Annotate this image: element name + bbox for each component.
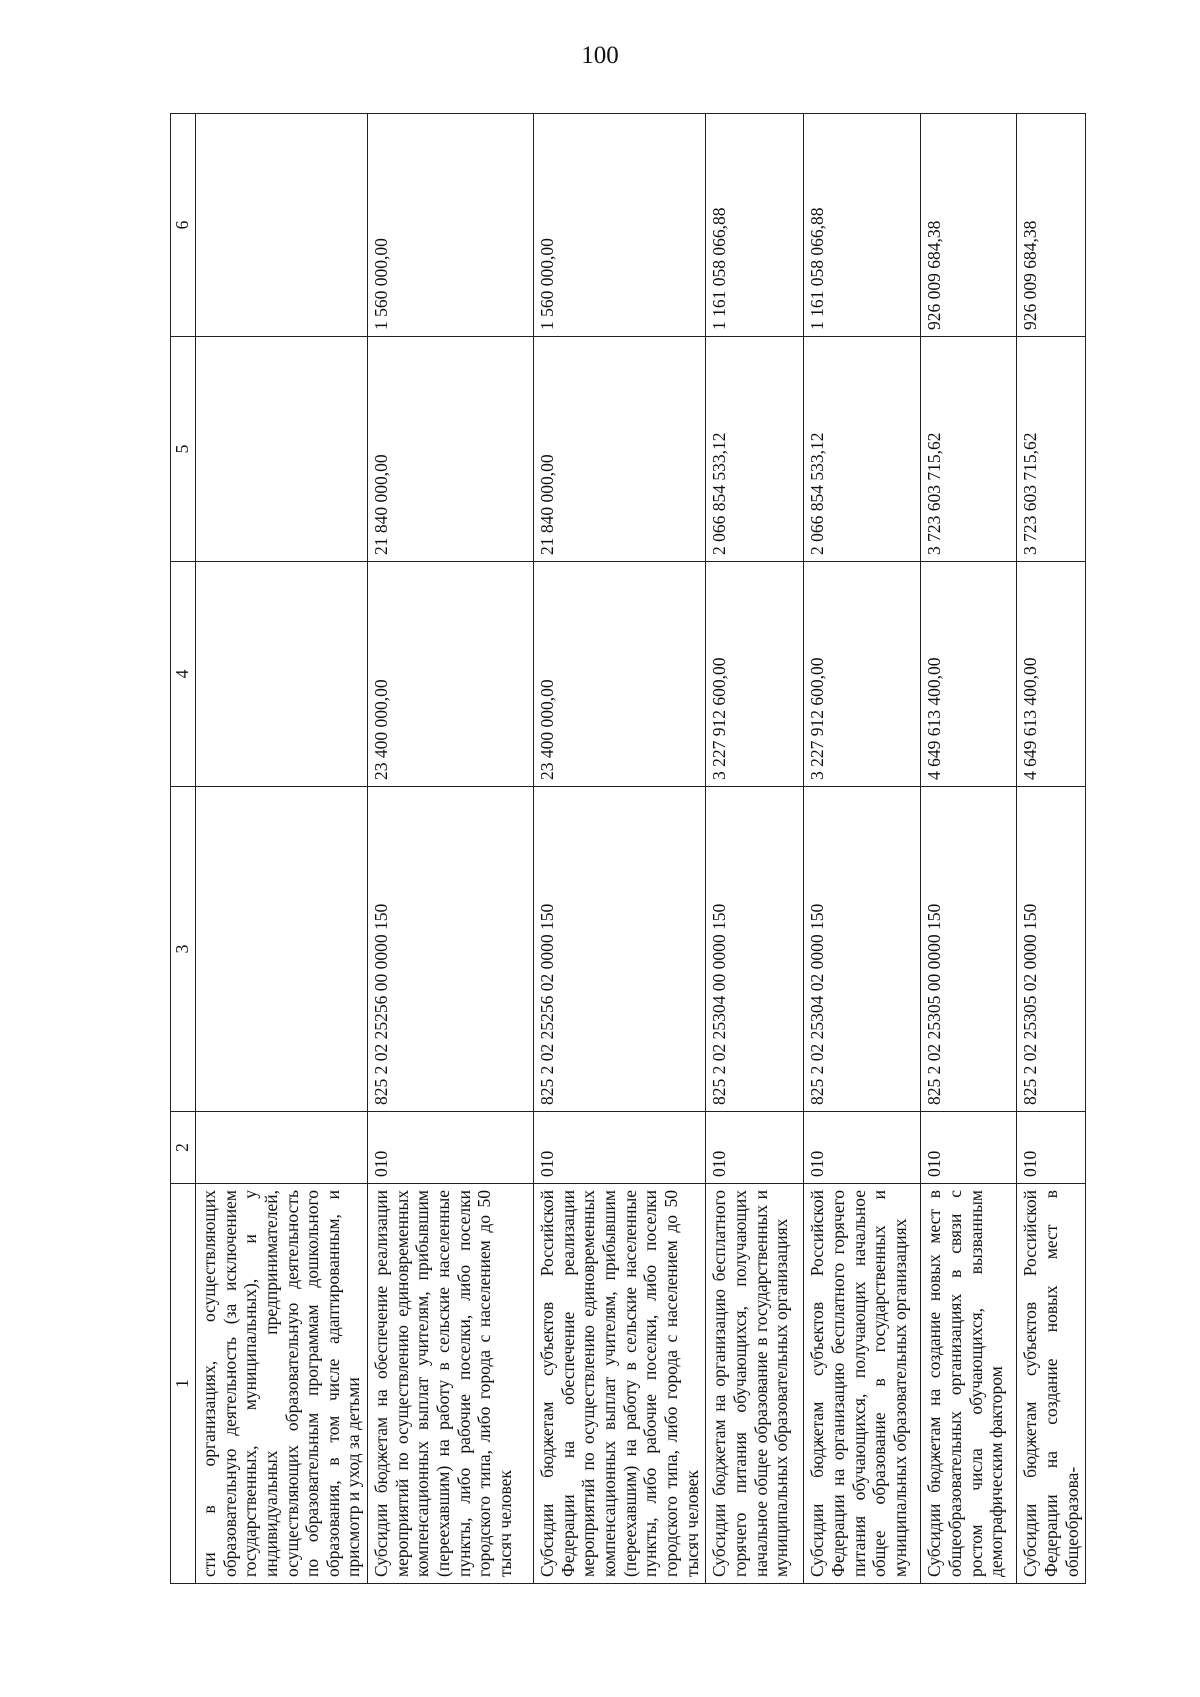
row-amount-planned: 4 649 613 400,00: [1017, 562, 1086, 787]
table-container: [170, 114, 1082, 1584]
row-amount-planned: 4 649 613 400,00: [921, 562, 1017, 787]
header-col-2: 2: [171, 1112, 196, 1184]
header-col-1: 1: [171, 1184, 196, 1584]
row-amount-unexecuted: 1 560 000,00: [368, 114, 534, 337]
row-code-line: 010: [1017, 1112, 1086, 1184]
row-budget-code: [196, 787, 368, 1112]
row-code-line: 010: [368, 1112, 534, 1184]
row-description: Субсидии бюджетам субъектов Российской Федерации на создание новых мест в общеобразова-: [1017, 1184, 1086, 1584]
row-amount-planned: [196, 562, 368, 787]
row-amount-unexecuted: [196, 114, 368, 337]
row-budget-code: 825 2 02 25256 02 0000 150: [534, 787, 706, 1112]
header-col-6: 6: [171, 114, 196, 337]
table-row: [534, 114, 706, 1584]
row-code-line: 010: [534, 1112, 706, 1184]
page-number: 100: [581, 42, 619, 69]
header-col-3: 3: [171, 787, 196, 1112]
row-amount-planned: 3 227 912 600,00: [804, 562, 921, 787]
row-amount-unexecuted: 926 009 684,38: [1017, 114, 1086, 337]
row-budget-code: 825 2 02 25304 00 0000 150: [706, 787, 804, 1112]
row-description: Субсидии бюджетам субъектов Российской Федерации на организацию бесплатного горячего питания обучающихся, получающих начальное общее образование в государственных и муниципальных образовательных организациях: [804, 1184, 921, 1584]
row-budget-code: 825 2 02 25305 00 0000 150: [921, 787, 1017, 1112]
header-col-5: 5: [171, 337, 196, 562]
row-code-line: [196, 1112, 368, 1184]
row-amount-planned: 3 227 912 600,00: [706, 562, 804, 787]
row-amount-planned: 23 400 000,00: [368, 562, 534, 787]
budget-table: [170, 113, 1086, 1584]
row-amount-unexecuted: 1 161 058 066,88: [706, 114, 804, 337]
row-budget-code: 825 2 02 25256 00 0000 150: [368, 787, 534, 1112]
row-amount-executed: 3 723 603 715,62: [1017, 337, 1086, 562]
row-amount-executed: 2 066 854 533,12: [804, 337, 921, 562]
table-row: [1017, 114, 1086, 1584]
row-code-line: 010: [804, 1112, 921, 1184]
row-amount-executed: [196, 337, 368, 562]
row-amount-executed: 21 840 000,00: [368, 337, 534, 562]
row-amount-executed: 21 840 000,00: [534, 337, 706, 562]
row-description: Субсидии бюджетам на организацию бесплатного горячего питания обучающихся, получающих начальное общее образование в государственных и муниципальных образовательных организациях: [706, 1184, 804, 1584]
header-row: [171, 114, 196, 1584]
row-amount-executed: 3 723 603 715,62: [921, 337, 1017, 562]
row-amount-unexecuted: 1 161 058 066,88: [804, 114, 921, 337]
row-budget-code: 825 2 02 25305 02 0000 150: [1017, 787, 1086, 1112]
table-row: [706, 114, 804, 1584]
header-col-4: 4: [171, 562, 196, 787]
row-amount-unexecuted: 926 009 684,38: [921, 114, 1017, 337]
table-row: [804, 114, 921, 1584]
row-description: Субсидии бюджетам на обеспечение реализации мероприятий по осуществлению единовременных компенсационных выплат учителям, прибывшим (переехавшим) на работу в сельские населенные пункты, либо рабочие поселки, либо поселки городского типа, либо города с населением до 50 тысяч человек: [368, 1184, 534, 1584]
row-description: сти в организациях, осуществляющих образовательную деятельность (за исключением государственных, муниципальных), и у индивидуальных предпринимателей, осуществляющих образовательную деятельность по образовательным программам дошкольного образования, в том числе адаптированным, и присмотр и уход за детьми: [196, 1184, 368, 1584]
row-amount-executed: 2 066 854 533,12: [706, 337, 804, 562]
table-row: [196, 114, 368, 1584]
row-description: Субсидии бюджетам субъектов Российской Федерации на обеспечение реализации мероприятий по осуществлению единовременных компенсационных выплат учителям, прибывшим (переехавшим) на работу в сельские населенные пункты, либо рабочие поселки, либо поселки городского типа, либо города с населением до 50 тысяч человек: [534, 1184, 706, 1584]
row-amount-planned: 23 400 000,00: [534, 562, 706, 787]
row-code-line: 010: [706, 1112, 804, 1184]
row-budget-code: 825 2 02 25304 02 0000 150: [804, 787, 921, 1112]
table-row: [368, 114, 534, 1584]
row-amount-unexecuted: 1 560 000,00: [534, 114, 706, 337]
table-row: [921, 114, 1017, 1584]
row-description: Субсидии бюджетам на создание новых мест в общеобразовательных организациях в связи с ростом числа обучающихся, вызванным демографическим фактором: [921, 1184, 1017, 1584]
row-code-line: 010: [921, 1112, 1017, 1184]
